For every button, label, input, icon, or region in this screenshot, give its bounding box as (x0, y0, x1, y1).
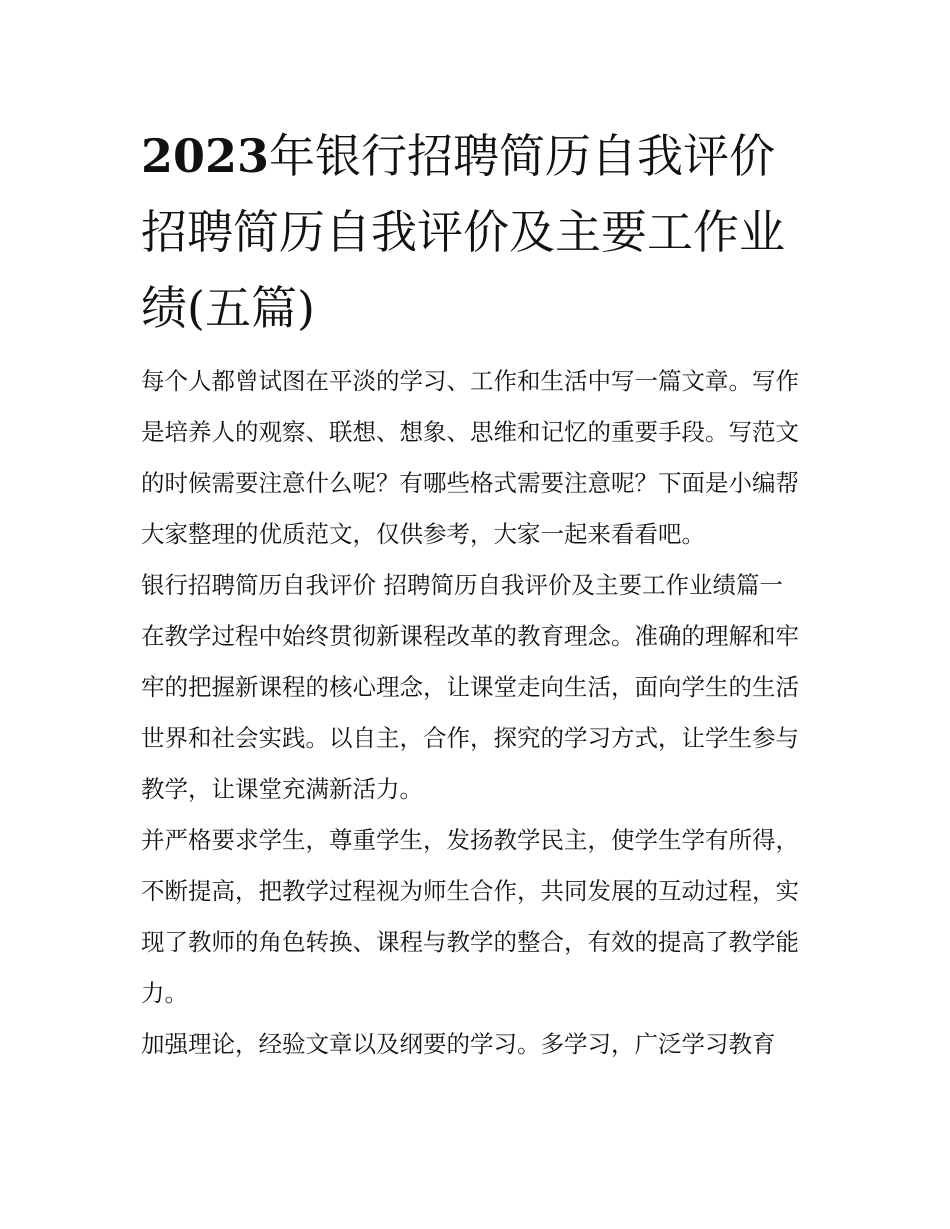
intro-paragraph: 每个人都曾试图在平淡的学习、工作和生活中写一篇文章。写作是培养人的观察、联想、想象、思维和记忆的重要手段。写范文的时候需要注意什么呢？有哪些格式需要注意呢？下面是小编帮大家整理的优质范文，仅供参考，大家一起来看看吧。 (141, 367, 799, 548)
body-paragraph: 在教学过程中始终贯彻新课程改革的教育理念。准确的理解和牢牢的把握新课程的核心理念，让课堂走向生活，面向学生的生活世界和社会实践。以自主，合作，探究的学习方式，让学生参与教学，让课堂充满新活力。 (141, 622, 799, 803)
document-page (141, 118, 813, 1070)
document-body (141, 356, 813, 1070)
title-text: 年银行招聘简历自我评价招聘简历自我评价及主要工作业绩(五篇) (141, 129, 785, 335)
body-paragraph: 加强理论，经验文章以及纲要的学习。多学习，广泛学习教育 (141, 1030, 776, 1058)
document-title (141, 118, 813, 346)
body-paragraph: 并严格要求学生，尊重学生，发扬教学民主，使学生学有所得，不断提高，把教学过程视为师生合作，共同发展的互动过程，实现了教师的角色转换、课程与教学的整合，有效的提高了教学能力。 (141, 826, 799, 1007)
section-heading: 银行招聘简历自我评价 招聘简历自我评价及主要工作业绩篇一 (141, 571, 783, 599)
title-year: 2023 (141, 129, 270, 183)
